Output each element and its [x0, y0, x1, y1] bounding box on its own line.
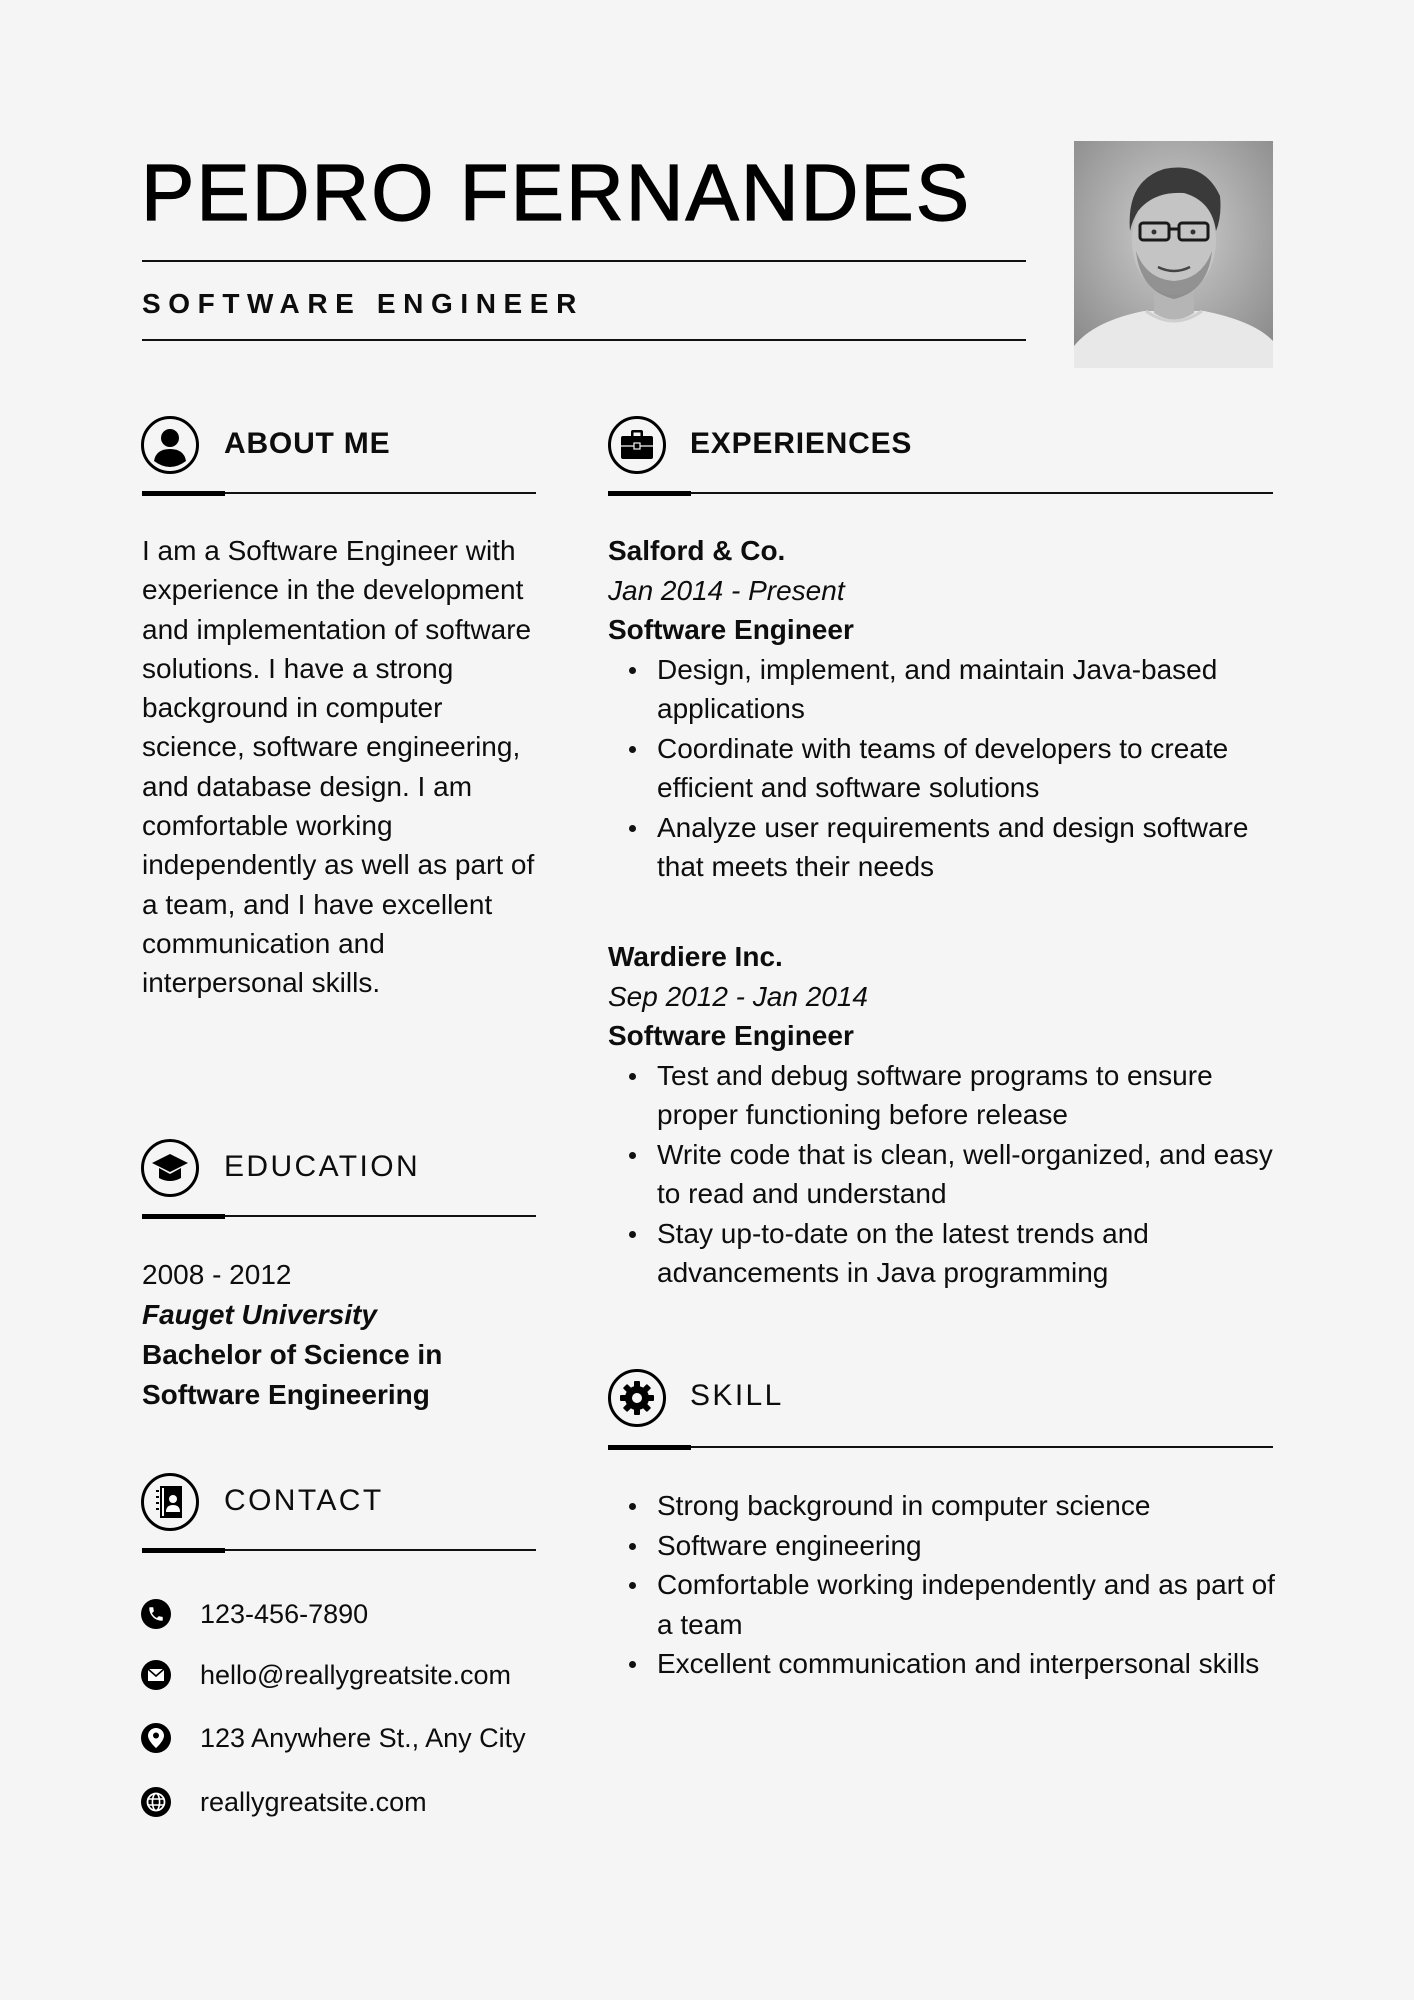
gear-icon	[608, 1369, 666, 1427]
job-duties	[608, 650, 1278, 887]
section-heading-skill: SKILL	[690, 1379, 784, 1412]
briefcase-icon	[608, 416, 666, 474]
job-company: Salford & Co.	[608, 535, 786, 566]
contact-phone[interactable]	[141, 1594, 368, 1634]
about-text: I am a Software Engineer with experience in the development and implementation of software solutions. I have a strong background in computer science, software engineering, and database design. I am comfortable working independently as well as part of a team, and I have excellent communication and interpersonal skills.	[142, 535, 535, 999]
contact-email-text: hello@reallygreatsite.com	[200, 1659, 512, 1690]
graduation-cap-icon	[141, 1139, 199, 1197]
candidate-name: PEDRO FERNANDES	[141, 148, 972, 237]
job-role: Software Engineer	[608, 614, 854, 645]
globe-icon	[141, 1787, 171, 1817]
section-heading-experiences: EXPERIENCES	[690, 427, 913, 460]
phone-icon	[141, 1599, 171, 1629]
user-circle-icon	[141, 416, 199, 474]
section-underline	[608, 492, 1273, 494]
skill-item: Strong background in computer science	[608, 1486, 1278, 1526]
education-degree: Bachelor of Science in Software Engineering	[142, 1339, 443, 1410]
email-icon	[141, 1660, 171, 1690]
job-entry	[608, 937, 1278, 1293]
profile-photo	[1074, 141, 1273, 368]
skill-list	[608, 1486, 1278, 1684]
contact-phone-text: 123-456-7890	[200, 1598, 369, 1629]
job-duty-item: Coordinate with teams of developers to create efficient and software solutions	[608, 729, 1278, 808]
header-divider-top	[142, 260, 1026, 262]
job-duty-item: Design, implement, and maintain Java-based applications	[608, 650, 1278, 729]
job-duties	[608, 1056, 1278, 1293]
section-heading-education: EDUCATION	[224, 1150, 421, 1183]
job-role: Software Engineer	[608, 1020, 854, 1051]
location-pin-icon	[141, 1723, 171, 1753]
section-underline-accent	[608, 1445, 691, 1450]
section-heading-contact: CONTACT	[224, 1484, 384, 1517]
job-duty-item: Write code that is clean, well-organized, and easy to read and understand	[608, 1135, 1278, 1214]
job-title: SOFTWARE ENGINEER	[142, 288, 584, 319]
education-years: 2008 - 2012	[142, 1259, 292, 1290]
job-company: Wardiere Inc.	[608, 941, 783, 972]
contact-address-text: 123 Anywhere St., Any City	[200, 1722, 526, 1753]
contact-email[interactable]	[141, 1655, 511, 1695]
skill-item: Comfortable working independently and as part of a team	[608, 1565, 1278, 1644]
address-book-icon	[141, 1473, 199, 1531]
job-duty-item: Test and debug software programs to ensure proper functioning before release	[608, 1056, 1278, 1135]
skill-item: Software engineering	[608, 1526, 1278, 1566]
education-entry	[142, 1255, 542, 1415]
job-entry	[608, 531, 1278, 887]
job-dates: Sep 2012 - Jan 2014	[608, 980, 868, 1012]
job-duty-item: Stay up-to-date on the latest trends and advancements in Java programming	[608, 1214, 1278, 1293]
contact-website[interactable]	[141, 1782, 427, 1822]
job-dates: Jan 2014 - Present	[608, 574, 845, 606]
header-divider-bottom	[142, 339, 1026, 341]
job-duty-item: Analyze user requirements and design software that meets their needs	[608, 808, 1278, 887]
contact-website-text: reallygreatsite.com	[200, 1786, 427, 1817]
section-underline-accent	[142, 1214, 225, 1219]
contact-address[interactable]	[141, 1718, 526, 1758]
section-underline-accent	[608, 491, 691, 496]
section-underline	[608, 1446, 1273, 1448]
skill-item: Excellent communication and interpersonal skills	[608, 1644, 1278, 1684]
section-underline-accent	[142, 491, 225, 496]
section-heading-about: ABOUT ME	[224, 427, 391, 460]
section-underline-accent	[142, 1548, 225, 1553]
education-school: Fauget University	[142, 1299, 377, 1330]
